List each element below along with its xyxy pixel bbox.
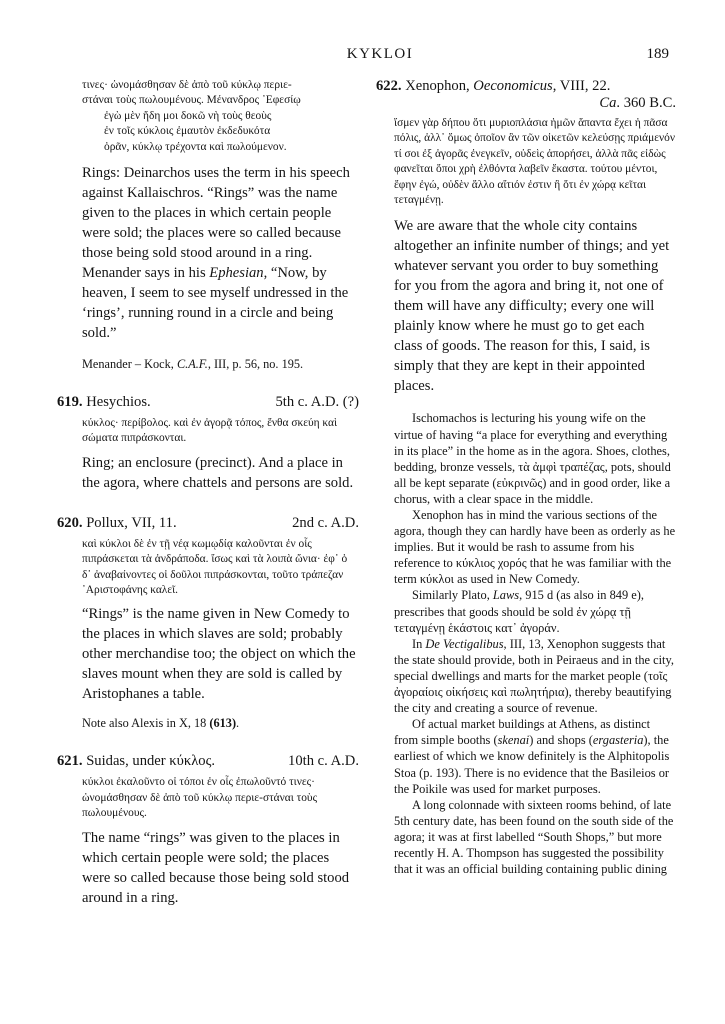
menander-verse-line2: ἐν τοῖς κύκλοις ἐμαυτὸν ἐκδεδυκότα	[104, 125, 271, 138]
running-head: KYKLOI	[346, 46, 414, 62]
citation-618: Menander – Kock, C.A.F., III, p. 56, no. 195.	[82, 357, 304, 372]
right-column	[376, 78, 676, 877]
entry-622-heading: 622. Xenophon, Oeconomicus, VIII, 22.	[376, 78, 611, 94]
entry-620-note: Note also Alexis in X, 18 (613).	[82, 716, 240, 731]
entry-622-translation: We are aware that the whole city contains altogether an infinite number of things; and yet whatever servant you order to buy something for you from the agora and bring it, not one of them will have any difficulty; every one will plainly know where he must go to get each class of goods. The reason for this, I said, is simply that they are kept in their appointed places.	[394, 218, 670, 395]
entry-621-greek-term: κύκλος	[169, 753, 212, 770]
entry-620-source: Pollux, VII, 11.	[82, 514, 177, 531]
commentary-paragraph-6: A long colonnade with sixteen rooms behind, of late 5th century date, has been found on the south side of the agora; it was at first labelled “South Shops,” but more recently H. A. Thompson has suggested the possibility that it was an official building containing public dining	[394, 797, 674, 877]
entry-621-date: 10th c. A.D.	[288, 753, 359, 770]
commentary	[376, 410, 676, 877]
commentary-paragraph-1: Ischomachos is lecturing his young wife on the virtue of having “a place for everything and everything in its place” in the home as in the agora. Shoes, clothes, bedding, bronze vessels, τὰ ἀμφὶ τραπέζας, pots, should all be kept separate (εὐκρινῶς) and in good order, like a chorus, with a clear space in the middle.	[394, 411, 671, 506]
entry-621-greek: κύκλοι ἐκαλοῦντο οἱ τόποι ἐν οἷς ἐπωλοῦντό τινες· ὠνομάσθησαν δὲ ἀπὸ τοῦ κύκλῳ περιε-στάναι τοὺς πωλουμένους.	[82, 776, 318, 820]
entry-620-number: 620.	[57, 514, 83, 531]
entry-621-number: 621.	[57, 753, 83, 770]
entry-619-date: 5th c. A.D. (?)	[275, 394, 359, 411]
translation-618: Rings: Deinarchos uses the term in his speech against Kallaischros. “Rings” was the name given to the places in which certain people were sold; the places were so called because those being sold stood around in a ring. Menander says in his Ephesian, “Now, by heaven, I seem to see myself undressed in the ‘rings’, running round in a circle and being sold.”	[82, 165, 350, 342]
entry-622-work-title: Oeconomicus	[473, 78, 553, 94]
entry-619-number: 619.	[57, 394, 83, 411]
entry-620-date: 2nd c. A.D.	[292, 514, 359, 531]
entry-621-heading: 621. Suidas, under κύκλος. 10th c. A.D.	[57, 753, 359, 770]
entry-620-heading	[57, 515, 359, 532]
entry-622-date: Ca. 360 B.C.	[599, 95, 676, 111]
commentary-paragraph-2: Xenophon has in mind the various sections of the agora, though they can hardly have been as orderly as he implies. But it would be rash to assume from his reference to κύκλιος χορός that he was familiar with the term κύκλοι as used in New Comedy.	[394, 508, 676, 587]
greek-continuation-618-line2: στάναι τοὺς πωλουμένους. Μένανδρος ᾿Εφεσίῳ	[82, 94, 301, 107]
entry-619-heading	[57, 394, 359, 411]
commentary-paragraph-5: Of actual market buildings at Athens, as distinct from simple booths (skenai) and shops (ergasteria), the earliest of which we know definitely is the Alphitopolis Stoa (p. 193). There is no evidence that the Basileios or the Poikile was used for market purposes.	[394, 717, 670, 796]
entry-619-greek: κύκλος· περίβολος. καὶ ἐν ἀγορᾷ τόπος, ἔνθα σκεύη καὶ σώματα πιπράσκονται.	[82, 417, 338, 445]
menander-verse-line3: ὁρᾶν, κύκλῳ τρέχοντα καὶ πωλούμενον.	[104, 140, 287, 153]
entry-622-greek: ἴσμεν γὰρ δήπου ὅτι μυριοπλάσια ἡμῶν ἅπαντα ἔχει ἡ πᾶσα πόλις, ἀλλ᾽ ὅμως ὁποῖον ἂν τῶν οἰκετῶν κελεύσῃς πριάμενόν τί σοι ἐξ ἀγορᾶς ἐνεγκεῖν, οὐδεὶς ἀπορήσει, ἀλλὰ πᾶς εἰδὼς φανεῖται ὅποι χρὴ ἐλθόντα λαβεῖν ἕκαστα. τούτου μέντοι, ἔφην ἐγώ, οὐδὲν ἄλλο αἴτιόν ἐστιν ἢ ὅτι ἐν χώρᾳ κεῖται τεταγμένῃ.	[394, 117, 675, 207]
entry-619-translation: Ring; an enclosure (precinct). And a place in the agora, where chattels and persons are sold.	[82, 454, 354, 491]
left-column	[57, 78, 359, 908]
entry-622-number: 622.	[376, 78, 402, 94]
menander-verse-line1: ἐγὼ μὲν ἤδη μοι δοκῶ νὴ τοὺς θεοὺς	[104, 109, 272, 122]
entry-620-greek: καὶ κύκλοι δὲ ἐν τῇ νέᾳ κωμῳδίᾳ καλοῦνται ἐν οἷς πιπράσκεται τὰ ἀνδράποδα. ἴσως καὶ τὰ λοιπὰ ὤνια· ἐφ᾽ ὁ δ᾽ ἀναβαίνοντες οἱ δοῦλοι πιπράσκονται, τοῦτο τράπεζαν ᾿Αριστοφάνης καλεῖ.	[82, 537, 348, 597]
entry-621-translation: The name “rings” was given to the places in which certain people were sold; the places were so called because those being sold stood around in a ring.	[82, 829, 350, 906]
greek-continuation-618-line1: τινες· ὠνομάσθησαν δὲ ἀπὸ τοῦ κύκλῳ περιε-	[82, 79, 292, 91]
page-number: 189	[646, 46, 669, 62]
entry-619-source: Hesychios.	[82, 394, 151, 411]
commentary-paragraph-4: In De Vectigalibus, III, 13, Xenophon suggests that the state should provide, both in Peiraeus and in the city, special dwellings and marts for the market people (τοῖς ἀγοραίοις οἰκήσεις καὶ πωλητήρια), thereby beautifying the city and creating a source of revenue.	[394, 636, 674, 716]
commentary-paragraph-3: Similarly Plato, Laws, 915 d (as also in 849 e), prescribes that goods should be sold ἐν χώρᾳ τῇ τεταγμένῃ ἑκάστοις κατ᾽ ἀγοράν.	[394, 588, 644, 635]
entry-620-translation: “Rings” is the name given in New Comedy to the places in which slaves are sold; probably other merchandise too; the object on which the slaves mount when they are sold is called by Aristophanes a table.	[82, 606, 356, 703]
